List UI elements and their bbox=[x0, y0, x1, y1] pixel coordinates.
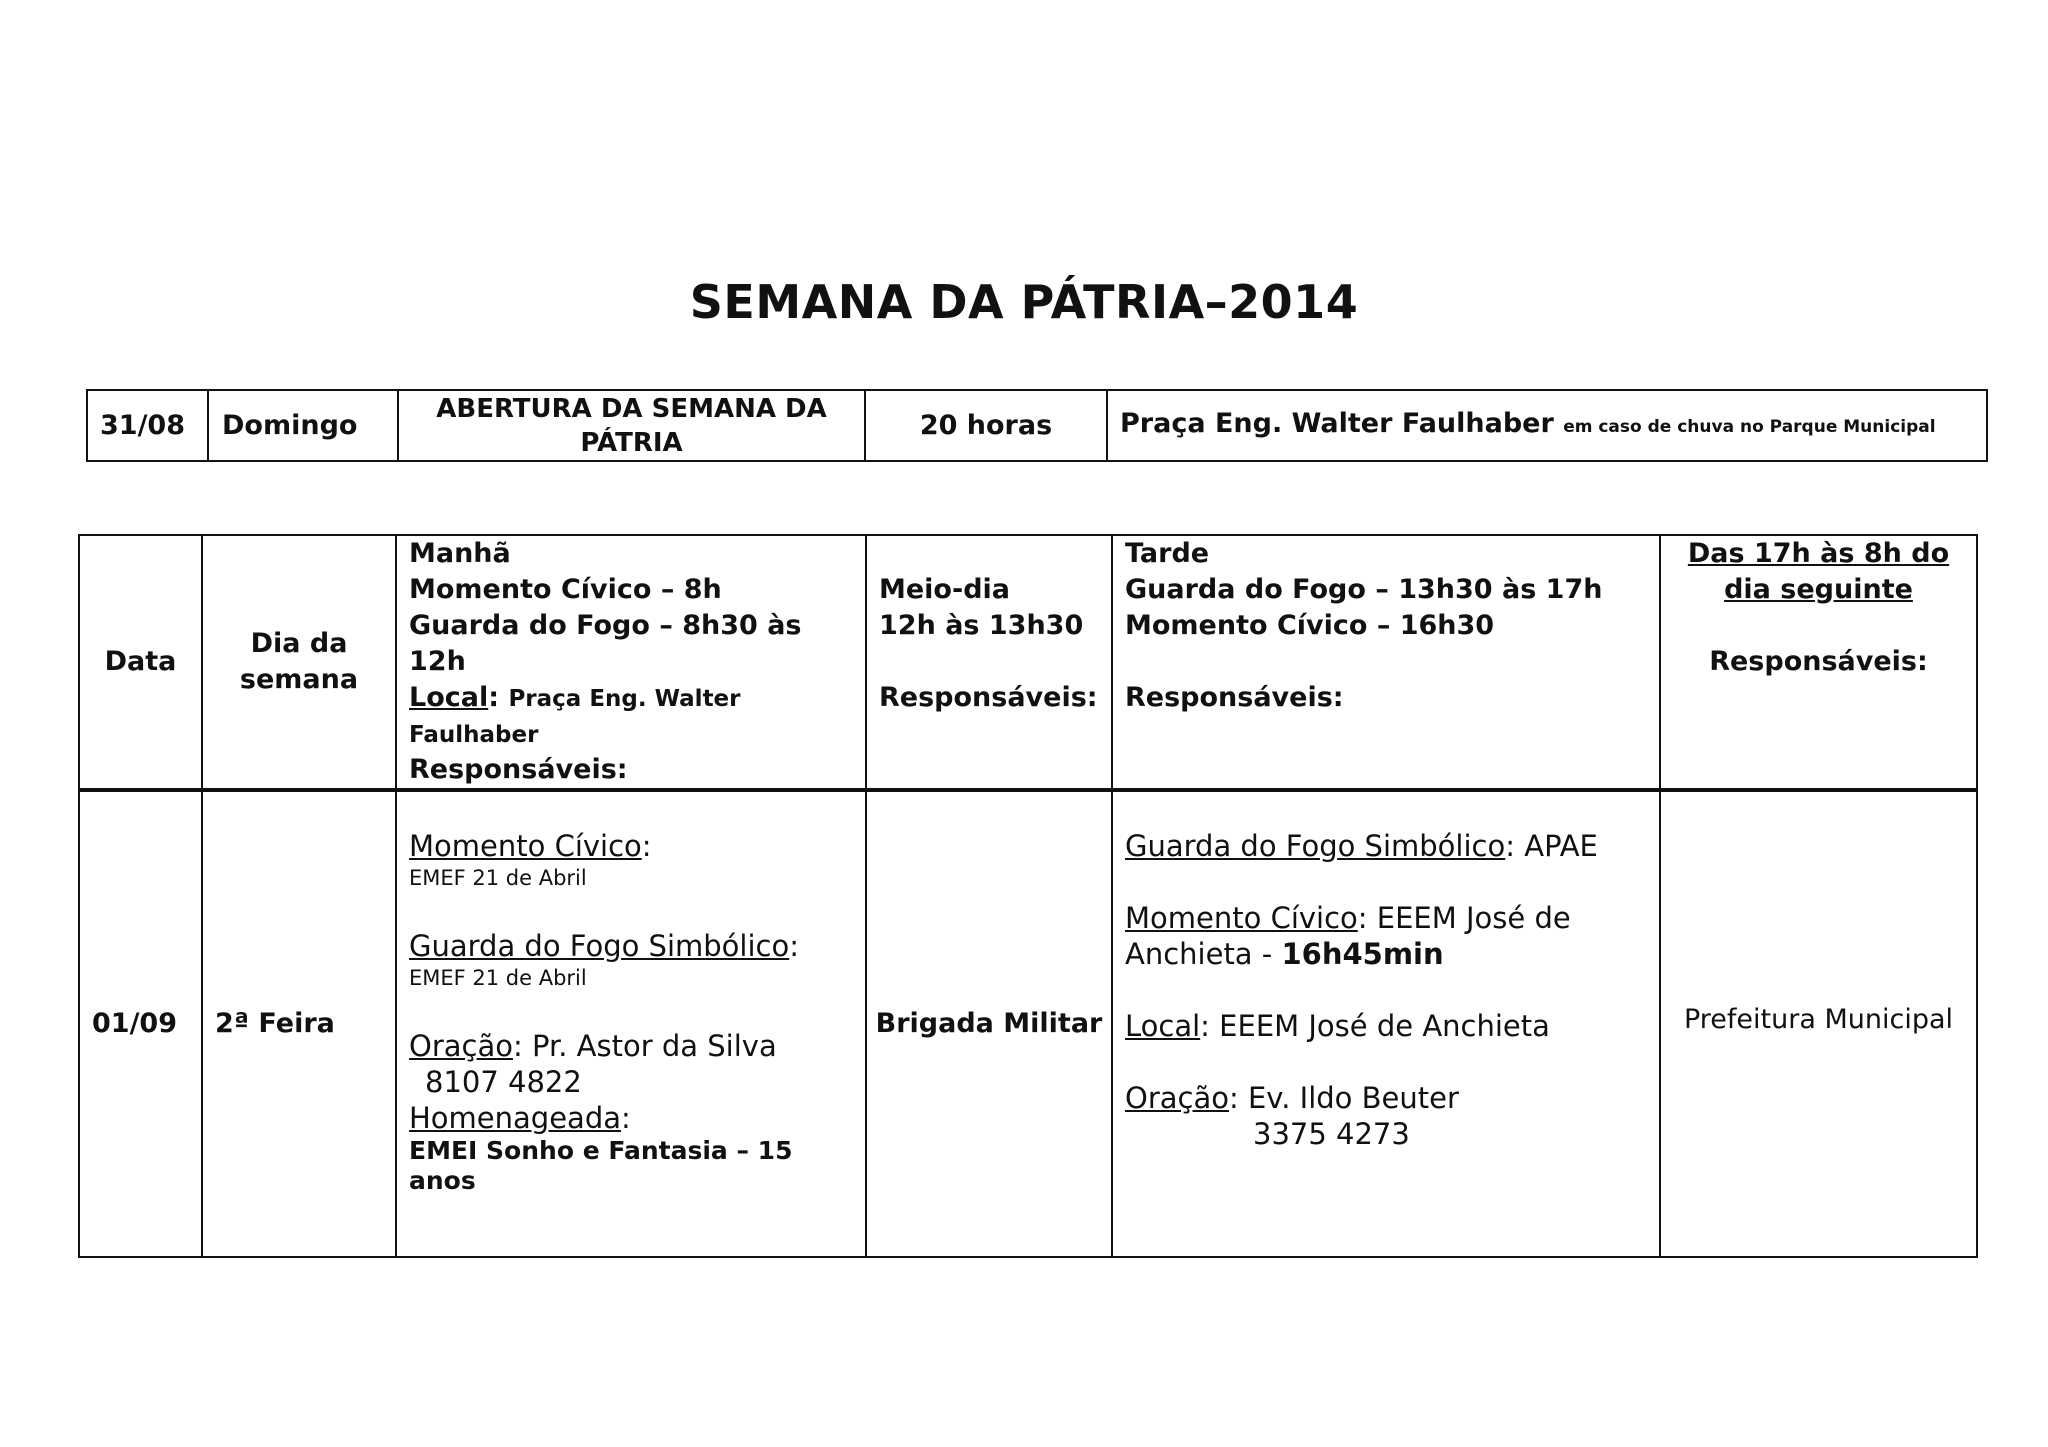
row-morning-civic: Momento Cívico: bbox=[409, 829, 652, 863]
header-night-resp: Responsáveis: bbox=[1709, 646, 1928, 677]
row-afternoon-prayer-phone: 3375 4273 bbox=[1253, 1117, 1410, 1151]
row-morning-prayer-phone: 8107 4822 bbox=[425, 1065, 582, 1099]
row-afternoon-fire-value: APAE bbox=[1524, 829, 1598, 863]
row-afternoon-civic-label: Momento Cívico bbox=[1125, 901, 1358, 935]
header-afternoon-resp: Responsáveis: bbox=[1125, 682, 1344, 713]
row-date: 01/09 bbox=[79, 790, 202, 1257]
header-morning-local-value: Praça Eng. Walter Faulhaber bbox=[409, 686, 741, 748]
row-afternoon-civic-time: 16h45min bbox=[1281, 937, 1444, 971]
row-morning-honoree: Homenageada: bbox=[409, 1101, 631, 1135]
header-morning-title: Manhã bbox=[409, 538, 511, 569]
row-afternoon-local-value: EEEM José de Anchieta bbox=[1219, 1009, 1550, 1043]
header-midday bbox=[866, 535, 1112, 790]
opening-place: Praça Eng. Walter Faulhaber bbox=[1120, 408, 1554, 439]
row-afternoon-fire-label: Guarda do Fogo Simbólico bbox=[1125, 829, 1506, 863]
row-afternoon-civic: Momento Cívico: EEEM José de Anchieta - 16h45min bbox=[1125, 901, 1571, 971]
row-morning-fire-value: EMEF 21 de Abril bbox=[409, 966, 587, 990]
header-row bbox=[79, 535, 1977, 790]
row-afternoon-prayer-value: Ev. Ildo Beuter bbox=[1247, 1081, 1459, 1115]
row-weekday: 2ª Feira bbox=[202, 790, 396, 1257]
row-night: Prefeitura Municipal bbox=[1660, 790, 1977, 1257]
header-midday-title: Meio-dia bbox=[879, 574, 1010, 605]
header-weekday-line2: semana bbox=[239, 664, 359, 695]
header-midday-line1: 12h às 13h30 bbox=[879, 610, 1084, 641]
row-morning-prayer: Oração: Pr. Astor da Silva bbox=[409, 1029, 777, 1063]
header-afternoon bbox=[1112, 535, 1660, 790]
row-afternoon-fire: Guarda do Fogo Simbólico: APAE bbox=[1125, 829, 1598, 863]
table-row bbox=[79, 790, 1977, 1257]
opening-place-cell bbox=[1107, 390, 1987, 461]
page-title: SEMANA DA PÁTRIA–2014 bbox=[689, 275, 1359, 329]
header-morning-line1: Momento Cívico – 8h bbox=[409, 574, 722, 605]
row-afternoon bbox=[1112, 790, 1660, 1257]
row-morning bbox=[396, 790, 866, 1257]
opening-event bbox=[398, 390, 865, 461]
opening-time: 20 horas bbox=[865, 390, 1107, 461]
row-morning-prayer-value: Pr. Astor da Silva bbox=[531, 1029, 777, 1063]
row-morning-prayer-label: Oração bbox=[409, 1029, 513, 1063]
header-midday-resp: Responsáveis: bbox=[879, 682, 1098, 713]
header-afternoon-line1: Guarda do Fogo – 13h30 às 17h bbox=[1125, 574, 1603, 605]
row-afternoon-local: Local: EEEM José de Anchieta bbox=[1125, 1009, 1550, 1043]
row-morning-honoree-value: EMEI Sonho e Fantasia – 15 anos bbox=[409, 1136, 793, 1195]
opening-event-line1: ABERTURA DA SEMANA DA bbox=[436, 393, 827, 424]
header-night-title-line2: dia seguinte bbox=[1724, 574, 1913, 605]
header-night-title-line1: Das 17h às 8h do bbox=[1687, 538, 1950, 569]
row-afternoon-local-label: Local bbox=[1125, 1009, 1201, 1043]
header-weekday-line1: Dia da bbox=[250, 628, 348, 659]
opening-table bbox=[86, 389, 1988, 462]
row-morning-fire: Guarda do Fogo Simbólico: bbox=[409, 929, 800, 963]
row-morning-civic-value: EMEF 21 de Abril bbox=[409, 866, 587, 890]
header-morning-resp: Responsáveis: bbox=[409, 754, 628, 785]
header-morning-local-label: Local bbox=[409, 682, 489, 713]
row-afternoon-prayer-label: Oração bbox=[1125, 1081, 1229, 1115]
header-afternoon-line2: Momento Cívico – 16h30 bbox=[1125, 610, 1495, 641]
row-afternoon-civic-value: EEEM José de Anchieta - bbox=[1125, 901, 1571, 971]
row-morning-fire-label: Guarda do Fogo Simbólico bbox=[409, 929, 790, 963]
header-date: Data bbox=[79, 535, 202, 790]
header-afternoon-title: Tarde bbox=[1125, 538, 1210, 569]
header-morning-local: Local: Praça Eng. Walter Faulhaber bbox=[409, 682, 741, 748]
row-midday: Brigada Militar bbox=[866, 790, 1112, 1257]
opening-rain-note: em caso de chuva no Parque Municipal bbox=[1563, 417, 1936, 437]
row-morning-civic-label: Momento Cívico bbox=[409, 829, 642, 863]
row-morning-honoree-label: Homenageada bbox=[409, 1101, 621, 1135]
header-morning bbox=[396, 535, 866, 790]
opening-event-line2: PÁTRIA bbox=[580, 427, 683, 458]
row-afternoon-prayer: Oração: Ev. Ildo Beuter bbox=[1125, 1081, 1459, 1115]
header-morning-line2: Guarda do Fogo – 8h30 às 12h bbox=[409, 610, 802, 677]
header-weekday bbox=[202, 535, 396, 790]
opening-date: 31/08 bbox=[87, 390, 208, 461]
header-night bbox=[1660, 535, 1977, 790]
schedule-table bbox=[78, 534, 1978, 1258]
opening-row bbox=[87, 390, 1987, 461]
opening-weekday: Domingo bbox=[208, 390, 398, 461]
